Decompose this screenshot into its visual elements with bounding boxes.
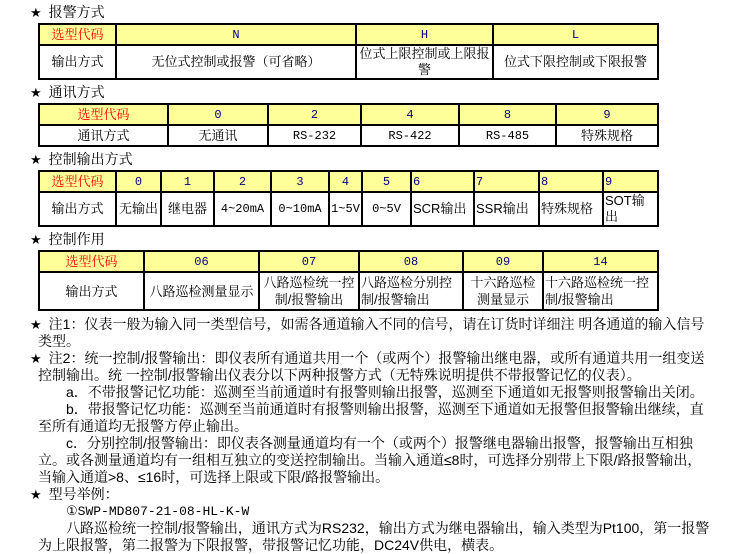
- value-cell: SSR输出: [474, 192, 539, 226]
- code-cell: 2: [268, 104, 361, 125]
- selection-code-header-cell: 选型代码: [39, 24, 116, 45]
- code-cell: 8: [459, 104, 556, 125]
- value-cell: SCR输出: [411, 192, 474, 226]
- table-body-row: [39, 272, 658, 310]
- model-example-code: ①SWP-MD807-21-08-HL-K-W: [66, 504, 250, 519]
- code-cell: 9: [603, 171, 658, 192]
- value-cell: 0~10mA: [271, 192, 329, 226]
- model-example-title-text: 型号举例：: [48, 486, 119, 502]
- value-cell: 无输出: [116, 192, 161, 226]
- value-cell: 位式下限控制或下限报警: [493, 45, 658, 79]
- star-icon: ★: [30, 85, 42, 100]
- selection-code-header-cell: 选型代码: [39, 171, 116, 192]
- value-cell: RS-485: [459, 125, 556, 146]
- star-icon: ★: [30, 351, 42, 366]
- notes-section: [30, 316, 710, 486]
- table-body-row: [39, 125, 658, 146]
- selection-code-header-cell: 选型代码: [39, 104, 168, 125]
- note-1: [30, 316, 710, 350]
- value-cell: 无位式控制或报警（可省略）: [116, 45, 356, 79]
- code-cell: 0: [116, 171, 161, 192]
- value-cell: 十六路巡检测量显示: [463, 272, 543, 310]
- section-title-communication-mode: [30, 84, 710, 100]
- code-cell: 6: [411, 171, 474, 192]
- communication-mode-table: [38, 103, 659, 147]
- value-cell: 0~5V: [362, 192, 411, 226]
- star-icon: ★: [30, 317, 42, 332]
- code-cell: 4: [361, 104, 459, 125]
- value-cell: 八路巡检测量显示: [144, 272, 259, 310]
- model-example-description: 八路巡检统一控制/报警输出，通讯方式为RS232，输出方式为继电器输出，输入类型为Pt100，第一报警为上限报警，第二报警为下限报警，带报警记忆功能，DC24V供电，横表。: [38, 520, 710, 553]
- code-cell: 4: [329, 171, 362, 192]
- code-cell: 1: [161, 171, 214, 192]
- table-body-row: [39, 192, 658, 226]
- value-cell: RS-232: [268, 125, 361, 146]
- row-label-cell: 输出方式: [39, 45, 116, 79]
- code-cell: 5: [362, 171, 411, 192]
- table-header-row: [39, 104, 658, 125]
- star-icon: ★: [30, 487, 42, 502]
- row-label-cell: 通讯方式: [39, 125, 168, 146]
- section-title-text: 通讯方式: [48, 84, 105, 100]
- code-cell: 2: [214, 171, 271, 192]
- alarm-mode-table: [38, 23, 659, 80]
- selection-code-header-cell: 选型代码: [39, 251, 144, 272]
- table-header-row: [39, 24, 658, 45]
- code-cell: 08: [359, 251, 463, 272]
- value-cell: 特殊规格: [539, 192, 603, 226]
- section-title-control-output-mode: [30, 151, 710, 167]
- section-title-control-action: [30, 231, 710, 247]
- section-title-text: 控制作用: [48, 231, 105, 247]
- control-action-table: [38, 250, 659, 311]
- control-output-mode-table: [38, 170, 659, 227]
- note-item-b: b．带报警记忆功能：巡测至当前通道时有报警则输出报警，巡测至下通道如无报警但报警输出继续，直至所有通道均无报警方停止输出。: [38, 401, 704, 434]
- value-cell: 无通讯: [168, 125, 268, 146]
- table-body-row: [39, 45, 658, 79]
- code-cell: 06: [144, 251, 259, 272]
- note-1-text: 注1：仪表一般为输入同一类型信号，如需各通道输入不同的信号，请在订货时详细注 明各通道的输入信号类型。: [38, 316, 705, 349]
- section-title-alarm-mode: [30, 4, 710, 20]
- row-label-cell: 输出方式: [39, 272, 144, 310]
- value-cell: 八路巡检分别控制/报警输出: [359, 272, 463, 310]
- row-label-cell: 输出方式: [39, 192, 116, 226]
- code-cell: 3: [271, 171, 329, 192]
- value-cell: 十六路巡检统一控制/报警输出: [543, 272, 658, 310]
- value-cell: SOT输出: [603, 192, 658, 226]
- code-cell: 07: [259, 251, 359, 272]
- star-icon: ★: [30, 5, 42, 20]
- star-icon: ★: [30, 232, 42, 247]
- code-cell: 09: [463, 251, 543, 272]
- note-2: [30, 350, 710, 384]
- note-2-text: 注2：统一控制/报警输出：即仪表所有通道共用一个（或两个）报警输出继电器，或所有通道共用一组变送控制输出。统 一控制/报警输出仪表分以下两种报警方式（无特殊说明提供不带报警记忆的仪表）。: [38, 350, 705, 383]
- code-cell: 7: [474, 171, 539, 192]
- value-cell: 八路巡检统一控制/报警输出: [259, 272, 359, 310]
- section-title-text: 报警方式: [48, 4, 105, 20]
- code-cell: L: [493, 24, 658, 45]
- code-cell: 0: [168, 104, 268, 125]
- code-cell: 8: [539, 171, 603, 192]
- code-cell: 14: [543, 251, 658, 272]
- table-header-row: [39, 171, 658, 192]
- value-cell: 继电器: [161, 192, 214, 226]
- model-example-section: [30, 486, 710, 554]
- note-item-c: c．分别控制/报警输出：即仪表各测量通道均有一个（或两个）报警继电器输出报警，报警输出互相独立。或各测量通道均有一组相互独立的变送控制输出。当输入通道≤8时，可选择分别带上下限/路报警输出，当输入通道>8、≤16时，可选择上限或下限/路报警输出。: [38, 435, 702, 485]
- section-title-text: 控制输出方式: [48, 151, 133, 167]
- value-cell: 1~5V: [329, 192, 362, 226]
- value-cell: 4~20mA: [214, 192, 271, 226]
- value-cell: RS-422: [361, 125, 459, 146]
- code-cell: 9: [556, 104, 658, 125]
- value-cell: 特殊规格: [556, 125, 658, 146]
- model-example-title: [30, 486, 710, 503]
- star-icon: ★: [30, 152, 42, 167]
- table-header-row: [39, 251, 658, 272]
- note-item-a: a．不带报警记忆功能：巡测至当前通道时有报警则输出报警，巡测至下通道如无报警则报警输出关闭。: [66, 384, 704, 400]
- code-cell: N: [116, 24, 356, 45]
- value-cell: 位式上限控制或上限报警: [356, 45, 493, 79]
- code-cell: H: [356, 24, 493, 45]
